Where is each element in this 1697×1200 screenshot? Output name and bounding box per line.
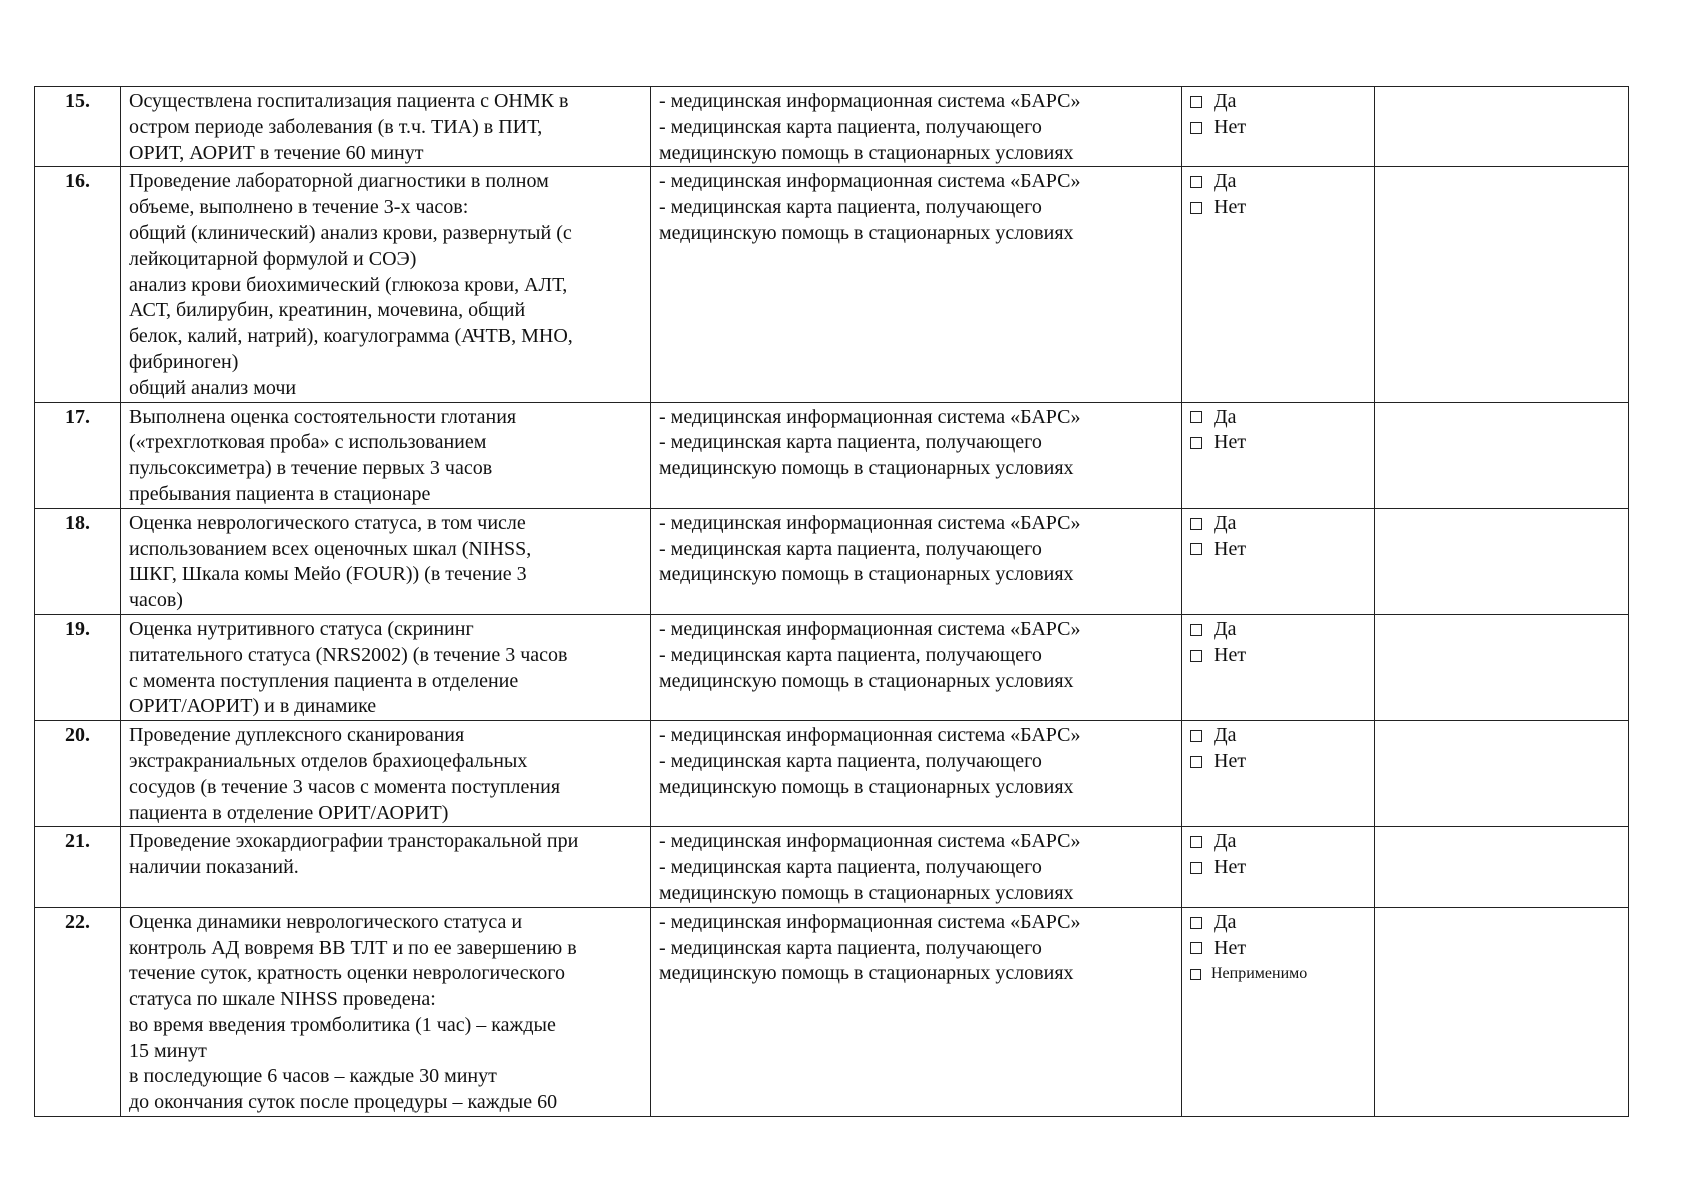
criterion-text-line: ОРИТ/АОРИТ) и в динамике xyxy=(129,695,377,718)
answer-option[interactable] xyxy=(1190,195,1366,221)
source-cell xyxy=(651,827,1182,907)
answer-cell xyxy=(1182,87,1375,167)
criterion-text-line: питательного статуса (NRS2002) (в течение 3 часов xyxy=(129,643,568,666)
criterion-text-line: Оценка нутритивного статуса (скрининг xyxy=(129,617,474,640)
source-text-line: - медицинская информационная система «БАРС» xyxy=(659,405,1081,428)
row-number: 21. xyxy=(35,827,121,907)
answer-option-label: Да xyxy=(1214,90,1237,112)
criterion-text-line: остром периоде заболевания (в т.ч. ТИА) в ПИТ, xyxy=(129,115,543,138)
criterion-text-line: в последующие 6 часов – каждые 30 минут xyxy=(129,1065,497,1088)
source-cell xyxy=(651,508,1182,614)
checkbox[interactable] xyxy=(1190,518,1202,530)
answer-option[interactable] xyxy=(1190,537,1366,563)
checkbox[interactable] xyxy=(1190,862,1202,874)
source-text-line: медицинскую помощь в стационарных условиях xyxy=(659,669,1074,692)
criterion-text-line: Оценка неврологического статуса, в том числе xyxy=(129,511,526,534)
answer-option-label: Нет xyxy=(1214,431,1247,454)
source-text-line: медицинскую помощь в стационарных условиях xyxy=(659,457,1074,480)
criterion-text-line: («трехглотковая проба» с использованием xyxy=(129,431,487,454)
checkbox[interactable] xyxy=(1190,917,1202,929)
row-number: 17. xyxy=(35,402,121,508)
answer-option[interactable] xyxy=(1190,723,1366,749)
criterion-cell xyxy=(121,721,651,827)
criterion-text-line: сосудов (в течение 3 часов с момента поступления xyxy=(129,775,561,798)
source-text-line: медицинскую помощь в стационарных условиях xyxy=(659,563,1074,586)
checkbox[interactable] xyxy=(1190,836,1202,848)
notes-cell[interactable] xyxy=(1375,614,1629,720)
source-text-line: - медицинская карта пациента, получающего xyxy=(659,856,1042,879)
criterion-text-line: пациента в отделение ОРИТ/АОРИТ) xyxy=(129,801,449,824)
source-text-line: - медицинская информационная система «БАРС» xyxy=(659,170,1081,193)
answer-cell xyxy=(1182,827,1375,907)
answer-cell xyxy=(1182,907,1375,1116)
source-text-line: - медицинская информационная система «БАРС» xyxy=(659,910,1081,933)
criterion-text-line: экстракраниальных отделов брахиоцефальных xyxy=(129,749,528,772)
notes-cell[interactable] xyxy=(1375,508,1629,614)
answer-option[interactable] xyxy=(1190,829,1366,855)
criterion-cell xyxy=(121,402,651,508)
source-cell xyxy=(651,721,1182,827)
criterion-text-line: АСТ, билирубин, креатинин, мочевина, общий xyxy=(129,299,526,322)
checkbox[interactable] xyxy=(1190,122,1202,134)
checkbox[interactable] xyxy=(1190,96,1202,108)
criterion-text-line: пульсоксиметра) в течение первых 3 часов xyxy=(129,457,493,480)
answer-option-label: Нет xyxy=(1214,537,1247,560)
source-cell xyxy=(651,614,1182,720)
checkbox[interactable] xyxy=(1190,730,1202,742)
criterion-text-line: лейкоцитарной формулой и СОЭ) xyxy=(129,247,417,270)
answer-option-label: Нет xyxy=(1214,749,1247,772)
criterion-text-line: течение суток, кратность оценки неврологического xyxy=(129,962,565,985)
answer-option-label: Да xyxy=(1214,910,1237,933)
notes-cell[interactable] xyxy=(1375,167,1629,402)
source-text-line: - медицинская карта пациента, получающего xyxy=(659,749,1042,772)
criterion-text-line: пребывания пациента в стационаре xyxy=(129,482,431,505)
answer-option-label: Да xyxy=(1214,170,1237,193)
criterion-text-line: фибриноген) xyxy=(129,350,239,373)
notes-cell[interactable] xyxy=(1375,402,1629,508)
notes-cell[interactable] xyxy=(1375,827,1629,907)
answer-cell xyxy=(1182,614,1375,720)
source-text-line: - медицинская карта пациента, получающего xyxy=(659,936,1042,959)
answer-option[interactable] xyxy=(1190,511,1366,537)
row-number: 22. xyxy=(35,907,121,1116)
source-text-line: медицинскую помощь в стационарных условиях xyxy=(659,775,1074,798)
answer-option-label: Да xyxy=(1214,511,1237,534)
answer-option[interactable] xyxy=(1190,749,1366,775)
source-text-line: - медицинская карта пациента, получающего xyxy=(659,537,1042,560)
table-body xyxy=(35,87,1629,1117)
source-text-line: - медицинская информационная система «БАРС» xyxy=(659,90,1081,112)
table-row xyxy=(35,508,1629,614)
criterion-text-line: контроль АД вовремя ВВ ТЛТ и по ее завершению в xyxy=(129,936,577,959)
answer-option-label: Да xyxy=(1214,724,1237,747)
answer-option-label: Нет xyxy=(1214,115,1247,138)
source-text-line: - медицинская карта пациента, получающего xyxy=(659,115,1042,138)
answer-option-label: Нет xyxy=(1214,856,1247,879)
checkbox[interactable] xyxy=(1190,650,1202,662)
notes-cell[interactable] xyxy=(1375,87,1629,167)
checkbox[interactable] xyxy=(1190,176,1202,188)
answer-option-label: Да xyxy=(1214,617,1237,640)
criterion-text-line: Проведение эхокардиографии трансторакальной при xyxy=(129,830,579,853)
table-row xyxy=(35,87,1629,167)
answer-option[interactable] xyxy=(1190,643,1366,669)
answer-cell xyxy=(1182,508,1375,614)
criterion-text-line: Осуществлена госпитализация пациента с ОНМК в xyxy=(129,90,569,112)
criterion-cell xyxy=(121,827,651,907)
criterion-text-line: анализ крови биохимический (глюкоза крови, АЛТ, xyxy=(129,273,568,296)
criterion-cell xyxy=(121,508,651,614)
row-number: 16. xyxy=(35,167,121,402)
criterion-text-line: Проведение дуплексного сканирования xyxy=(129,724,465,747)
notes-cell[interactable] xyxy=(1375,721,1629,827)
criterion-cell xyxy=(121,614,651,720)
source-text-line: - медицинская карта пациента, получающего xyxy=(659,431,1042,454)
criterion-text-line: до окончания суток после процедуры – каждые 60 xyxy=(129,1091,558,1114)
answer-cell xyxy=(1182,402,1375,508)
criterion-text-line: ШКГ, Шкала комы Мейо (FOUR)) (в течение 3 xyxy=(129,563,527,586)
row-number: 15. xyxy=(35,87,121,167)
criterion-text-line: статуса по шкале NIHSS проведена: xyxy=(129,988,436,1011)
row-number: 18. xyxy=(35,508,121,614)
table-row xyxy=(35,614,1629,720)
answer-option[interactable] xyxy=(1190,405,1366,431)
criterion-cell xyxy=(121,87,651,167)
criterion-text-line: ОРИТ, АОРИТ в течение 60 минут xyxy=(129,141,424,164)
source-text-line: - медицинская информационная система «БАРС» xyxy=(659,617,1081,640)
answer-option-label: Нет xyxy=(1214,643,1247,666)
source-text-line: медицинскую помощь в стационарных условиях xyxy=(659,141,1074,164)
criterion-text-line: часов) xyxy=(129,589,183,612)
answer-option[interactable] xyxy=(1190,430,1366,456)
source-text-line: - медицинская информационная система «БАРС» xyxy=(659,511,1081,534)
answer-option-label: Да xyxy=(1214,405,1237,428)
criterion-text-line: с момента поступления пациента в отделение xyxy=(129,669,519,692)
criterion-text-line: белок, калий, натрий), коагулограмма (АЧТВ, МНО, xyxy=(129,325,573,348)
table-row xyxy=(35,721,1629,827)
checkbox[interactable] xyxy=(1190,411,1202,423)
answer-cell xyxy=(1182,167,1375,402)
source-text-line: медицинскую помощь в стационарных условиях xyxy=(659,962,1074,985)
criterion-text-line: Оценка динамики неврологического статуса и xyxy=(129,910,523,933)
source-text-line: - медицинская карта пациента, получающего xyxy=(659,643,1042,666)
criterion-text-line: Выполнена оценка состоятельности глотания xyxy=(129,405,517,428)
source-cell xyxy=(651,907,1182,1116)
row-number: 20. xyxy=(35,721,121,827)
criterion-text-line: наличии показаний. xyxy=(129,856,299,879)
criterion-text-line: объеме, выполнено в течение 3-х часов: xyxy=(129,196,469,219)
table-row xyxy=(35,167,1629,402)
audit-checklist-table xyxy=(34,86,1629,1117)
checkbox[interactable] xyxy=(1190,969,1201,980)
answer-option[interactable] xyxy=(1190,936,1366,962)
criterion-text-line: общий анализ мочи xyxy=(129,376,297,399)
audit-table-page xyxy=(34,86,1628,1117)
checkbox[interactable] xyxy=(1190,756,1202,768)
answer-option-not-applicable[interactable] xyxy=(1190,961,1366,987)
criterion-text-line: Проведение лабораторной диагностики в полном xyxy=(129,170,549,193)
answer-option-label: Нет xyxy=(1214,936,1247,959)
table-row xyxy=(35,907,1629,1116)
source-text-line: - медицинская информационная система «БАРС» xyxy=(659,724,1081,747)
answer-option[interactable] xyxy=(1190,855,1366,881)
checkbox[interactable] xyxy=(1190,624,1202,636)
checkbox[interactable] xyxy=(1190,437,1202,449)
table-row xyxy=(35,402,1629,508)
source-text-line: - медицинская карта пациента, получающего xyxy=(659,196,1042,219)
answer-option[interactable] xyxy=(1190,115,1366,141)
answer-option[interactable] xyxy=(1190,169,1366,195)
answer-option-label: Нет xyxy=(1214,196,1247,219)
checkbox[interactable] xyxy=(1190,202,1202,214)
answer-option-label: Неприменимо xyxy=(1211,965,1308,983)
criterion-text-line: 15 минут xyxy=(129,1039,207,1062)
answer-option[interactable] xyxy=(1190,910,1366,936)
source-cell xyxy=(651,402,1182,508)
answer-cell xyxy=(1182,721,1375,827)
notes-cell[interactable] xyxy=(1375,907,1629,1116)
criterion-text-line: использованием всех оценочных шкал (NIHSS, xyxy=(129,537,532,560)
checkbox[interactable] xyxy=(1190,942,1202,954)
answer-option-label: Да xyxy=(1214,830,1237,853)
source-text-line: медицинскую помощь в стационарных условиях xyxy=(659,221,1074,244)
source-text-line: - медицинская информационная система «БАРС» xyxy=(659,830,1081,853)
row-number: 19. xyxy=(35,614,121,720)
source-text-line: медицинскую помощь в стационарных условиях xyxy=(659,881,1074,904)
answer-option[interactable] xyxy=(1190,89,1366,115)
table-row xyxy=(35,827,1629,907)
criterion-text-line: общий (клинический) анализ крови, развернутый (с xyxy=(129,221,572,244)
criterion-cell xyxy=(121,907,651,1116)
criterion-text-line: во время введения тромболитика (1 час) – каждые xyxy=(129,1013,556,1036)
checkbox[interactable] xyxy=(1190,543,1202,555)
source-cell xyxy=(651,87,1182,167)
answer-option[interactable] xyxy=(1190,617,1366,643)
source-cell xyxy=(651,167,1182,402)
criterion-cell xyxy=(121,167,651,402)
